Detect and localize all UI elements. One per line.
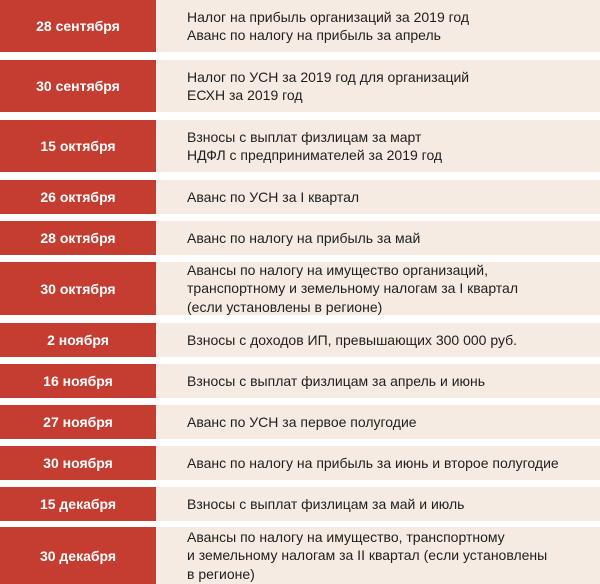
description-line: Аванс по УСН за I квартал: [187, 188, 360, 205]
date-cell: 15 декабря: [0, 487, 156, 521]
description-line: Аванс по налогу на прибыль за июнь и второе полугодие: [187, 454, 559, 471]
date-cell: 26 октября: [0, 180, 156, 214]
description-cell: [156, 0, 600, 52]
description-cell: [156, 446, 600, 480]
description-line: Взносы с выплат физлицам за май и июль: [187, 495, 465, 512]
description-line: Аванс по налогу на прибыль за апрель: [187, 27, 441, 43]
table-row: [0, 60, 600, 112]
description-cell: [156, 364, 600, 398]
table-row: [0, 487, 600, 521]
description-line: (если установлены в регионе): [187, 298, 383, 315]
table-row: [0, 527, 600, 584]
description-cell: [156, 487, 600, 521]
date-cell: 30 сентября: [0, 60, 156, 112]
description-line: транспортному и земельному налогам за I квартал: [187, 280, 519, 297]
date-cell: 16 ноября: [0, 364, 156, 398]
date-cell: 27 ноября: [0, 405, 156, 439]
description-line: НДФЛ с предпринимателей за 2019 год: [187, 147, 443, 163]
description-line: Аванс по УСН за первое полугодие: [187, 413, 417, 430]
table-row: [0, 446, 600, 480]
description-cell: [156, 60, 600, 112]
description-cell: [156, 120, 600, 172]
description-line: ЕСХН за 2019 год: [187, 87, 303, 103]
description-cell: [156, 221, 600, 255]
table-row: [0, 221, 600, 255]
description-line: Взносы с выплат физлицам за март: [187, 128, 422, 145]
table-row: [0, 120, 600, 172]
table-row: [0, 364, 600, 398]
table-row: [0, 262, 600, 315]
description-cell: [156, 180, 600, 214]
description-line: Налог на прибыль организаций за 2019 год: [187, 8, 470, 25]
date-cell: 28 сентября: [0, 0, 156, 52]
table-row: [0, 323, 600, 357]
description-cell: [156, 527, 600, 584]
description-line: в регионе): [187, 565, 255, 582]
date-cell: 30 декабря: [0, 527, 156, 584]
description-line: Аванс по налогу на прибыль за май: [187, 229, 421, 246]
description-line: Взносы с доходов ИП, превышающих 300 000 руб.: [187, 331, 518, 348]
date-cell: 15 октября: [0, 120, 156, 172]
date-cell: 30 октября: [0, 262, 156, 315]
table-row: [0, 0, 600, 52]
description-line: Налог по УСН за 2019 год для организаций: [187, 68, 470, 85]
table-row: [0, 180, 600, 214]
description-cell: [156, 405, 600, 439]
date-cell: 30 ноября: [0, 446, 156, 480]
description-line: Авансы по налогу на имущество, транспортному: [187, 528, 505, 545]
description-cell: [156, 323, 600, 357]
date-cell: 28 октября: [0, 221, 156, 255]
description-line: Авансы по налогу на имущество организаций,: [187, 261, 488, 278]
table-row: [0, 405, 600, 439]
description-line: Взносы с выплат физлицам за апрель и июнь: [187, 372, 486, 389]
date-cell: 2 ноября: [0, 323, 156, 357]
description-cell: [156, 262, 600, 315]
description-line: и земельному налогам за II квартал (если установлены: [187, 547, 548, 564]
